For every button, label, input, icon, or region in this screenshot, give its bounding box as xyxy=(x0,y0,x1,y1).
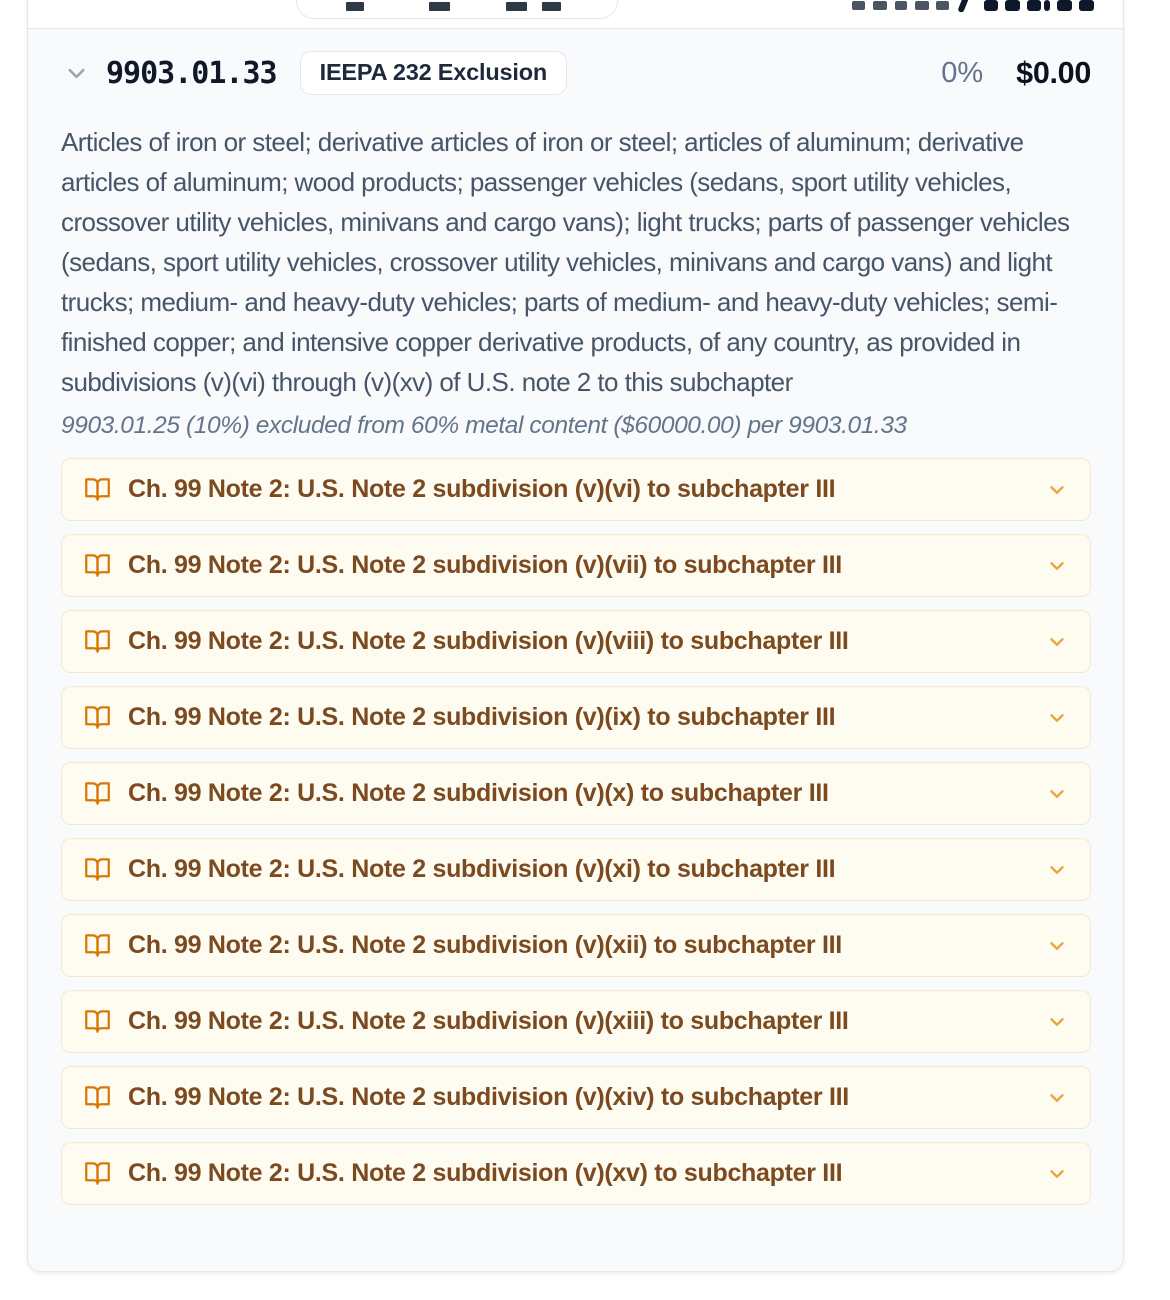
book-open-icon xyxy=(84,1008,111,1035)
clipped-glyph xyxy=(429,2,450,11)
chevron-down-icon xyxy=(63,60,90,87)
clipped-text-fragment xyxy=(915,1,929,10)
clipped-text-fragment xyxy=(936,1,949,10)
note-reference-label: Ch. 99 Note 2: U.S. Note 2 subdivision (v)(xiii) to subchapter III xyxy=(128,1007,849,1035)
book-open-icon xyxy=(84,1160,111,1187)
clipped-text-fragment xyxy=(1044,0,1050,11)
tariff-entry-card xyxy=(27,0,1124,1272)
entry-description: Articles of iron or steel; derivative articles of iron or steel; articles of aluminum; derivative articles of aluminum; wood products; passenger vehicles (sedans, sport utility vehicles, crossover utility vehicles, minivans and cargo vans); light trucks; parts of passenger vehicles (sedans, sport utility vehicles, crossover utility vehicles, minivans and cargo vans) and light trucks; medium- and heavy-duty vehicles; parts of medium- and heavy-duty vehicles; semi-finished copper; and intensive copper derivative products, of any country, as provided in subdivisions (v)(vi) through (v)(xv) of U.S. note 2 to this subchapter xyxy=(61,127,1070,397)
clipped-control[interactable] xyxy=(296,0,618,19)
entry-body xyxy=(28,29,1123,1272)
chevron-down-icon xyxy=(1046,859,1068,881)
clipped-text-fragment xyxy=(1057,0,1072,11)
clipped-row-above xyxy=(28,0,1123,29)
chevron-down-icon xyxy=(1046,707,1068,729)
clipped-glyph xyxy=(346,2,364,11)
book-open-icon xyxy=(84,552,111,579)
note-reference-label: Ch. 99 Note 2: U.S. Note 2 subdivision (v)(x) to subchapter III xyxy=(128,779,829,807)
chevron-down-icon xyxy=(1046,479,1068,501)
book-open-icon xyxy=(84,628,111,655)
clipped-text-fragment xyxy=(873,1,887,10)
note-reference-label: Ch. 99 Note 2: U.S. Note 2 subdivision (v)(xv) to subchapter III xyxy=(128,1159,843,1187)
note-reference-row[interactable] xyxy=(61,914,1091,977)
note-reference-list xyxy=(61,458,1091,1205)
note-reference-row[interactable] xyxy=(61,458,1091,521)
clipped-text-fragment xyxy=(984,0,998,11)
clipped-text-fragment xyxy=(957,0,972,13)
clipped-text-fragment xyxy=(1027,0,1041,11)
book-open-icon xyxy=(84,932,111,959)
note-reference-label: Ch. 99 Note 2: U.S. Note 2 subdivision (v)(vi) to subchapter III xyxy=(128,475,836,503)
note-reference-row[interactable] xyxy=(61,762,1091,825)
note-reference-row[interactable] xyxy=(61,686,1091,749)
note-reference-row[interactable] xyxy=(61,1066,1091,1129)
book-open-icon xyxy=(84,1084,111,1111)
book-open-icon xyxy=(84,476,111,503)
clipped-glyph xyxy=(506,2,527,11)
book-open-icon xyxy=(84,856,111,883)
calculation-note: 9903.01.25 (10%) excluded from 60% metal content ($60000.00) per 9903.01.33 xyxy=(61,412,907,439)
note-reference-label: Ch. 99 Note 2: U.S. Note 2 subdivision (v)(xi) to subchapter III xyxy=(128,855,836,883)
note-reference-row[interactable] xyxy=(61,610,1091,673)
clipped-text-fragment xyxy=(895,1,907,10)
clipped-text-fragment xyxy=(1005,0,1020,11)
note-reference-label: Ch. 99 Note 2: U.S. Note 2 subdivision (v)(vii) to subchapter III xyxy=(128,551,842,579)
hts-code: 9903.01.33 xyxy=(106,55,277,91)
chevron-down-icon xyxy=(1046,935,1068,957)
clipped-text-fragment xyxy=(852,1,865,10)
chevron-down-icon xyxy=(1046,1087,1068,1109)
chevron-down-icon xyxy=(1046,1163,1068,1185)
note-reference-row[interactable] xyxy=(61,534,1091,597)
book-open-icon xyxy=(84,780,111,807)
note-reference-label: Ch. 99 Note 2: U.S. Note 2 subdivision (v)(xiv) to subchapter III xyxy=(128,1083,849,1111)
entry-header-toggle[interactable] xyxy=(61,50,1091,96)
chevron-down-icon xyxy=(1046,555,1068,577)
chevron-down-icon xyxy=(1046,1011,1068,1033)
chevron-down-icon xyxy=(1046,783,1068,805)
clipped-text-fragment xyxy=(1079,0,1094,11)
note-reference-label: Ch. 99 Note 2: U.S. Note 2 subdivision (v)(xii) to subchapter III xyxy=(128,931,842,959)
duty-amount: $0.00 xyxy=(1016,55,1091,90)
book-open-icon xyxy=(84,704,111,731)
exclusion-badge: IEEPA 232 Exclusion xyxy=(300,51,567,95)
duty-rate: 0% xyxy=(941,56,984,89)
note-reference-row[interactable] xyxy=(61,838,1091,901)
clipped-glyph xyxy=(542,2,561,11)
note-reference-label: Ch. 99 Note 2: U.S. Note 2 subdivision (v)(viii) to subchapter III xyxy=(128,627,849,655)
chevron-down-icon xyxy=(1046,631,1068,653)
note-reference-row[interactable] xyxy=(61,990,1091,1053)
note-reference-row[interactable] xyxy=(61,1142,1091,1205)
note-reference-label: Ch. 99 Note 2: U.S. Note 2 subdivision (v)(ix) to subchapter III xyxy=(128,703,836,731)
